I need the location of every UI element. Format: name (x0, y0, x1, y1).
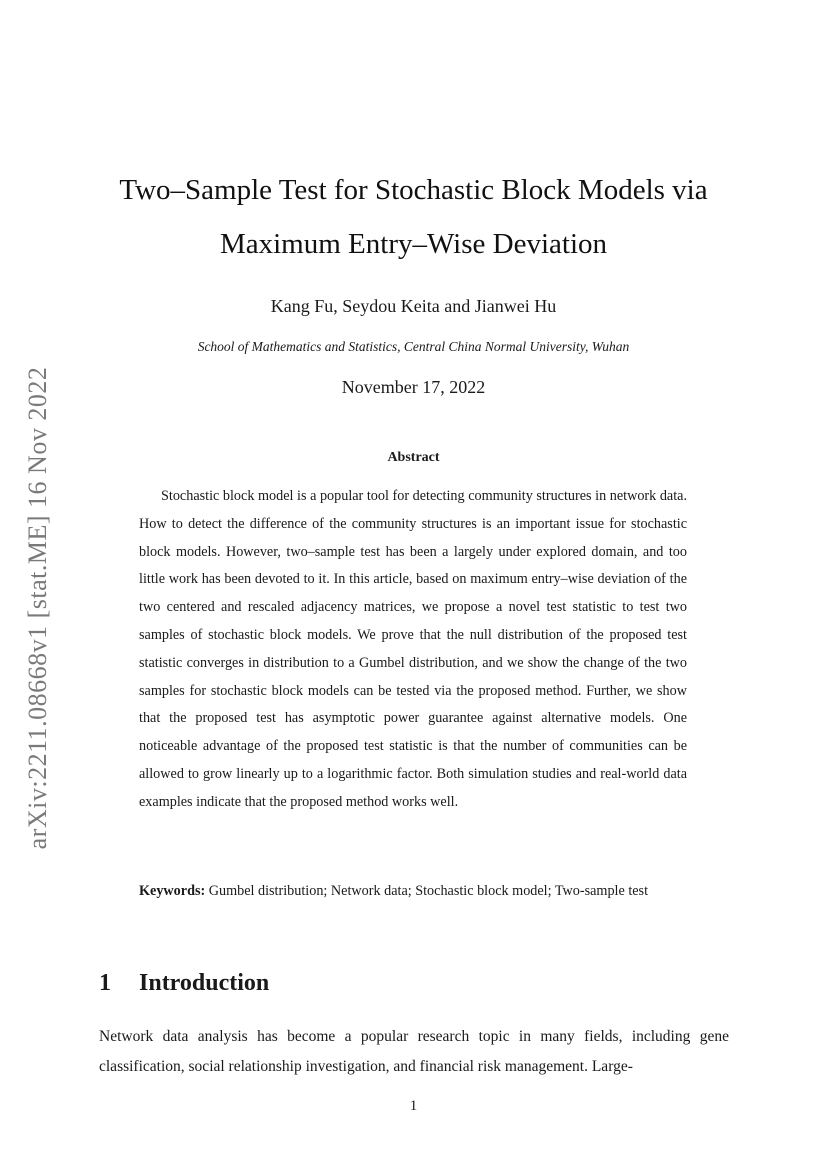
author-affiliation: School of Mathematics and Statistics, Central China Normal University, Wuhan (197, 339, 630, 354)
keywords-label: Keywords: (139, 883, 206, 899)
page-number: 1 (409, 1098, 418, 1114)
abstract-text: Stochastic block model is a popular tool for detecting community structures in network data. How to detect the difference of the community structures is an important issue for stochastic block models. However, two–sample test has been a largely under explored domain, and too little work has been devoted to it. In this article, based on maximum entry–wise deviation of the two centered and rescaled adjacency matrices, we propose a novel test statistic to test two samples of stochastic block models. We prove that the null distribution of the proposed test statistic converges in distribution to a Gumbel distribution, and we show the change of the two samples for stochastic block models can be tested via the proposed method. Further, we show that the proposed test has asymptotic power guarantee against alternative models. One noticeable advantage of the proposed test statistic is that the number of communities can be allowed to grow linearly up to a logarithmic factor. Both simulation studies and real-world data examples indicate that the proposed method works well. (139, 488, 687, 810)
paper-title-line-2: Maximum Entry–Wise Deviation (219, 228, 608, 260)
publication-date: November 17, 2022 (341, 377, 486, 397)
author-list: Kang Fu, Seydou Keita and Jianwei Hu (270, 296, 557, 316)
section-number: 1 (99, 970, 111, 996)
keywords-list: Gumbel distribution; Network data; Stochastic block model; Two-sample test (208, 883, 649, 899)
paper-title-line-1: Two–Sample Test for Stochastic Block Models via (119, 174, 708, 206)
abstract-heading: Abstract (387, 450, 440, 465)
keywords-paragraph (139, 878, 687, 906)
introduction-text: Network data analysis has become a popular research topic in many fields, including gene classification, social relationship investigation, and financial risk management. Large- (99, 1028, 729, 1075)
section-title: Introduction (139, 970, 270, 996)
arxiv-identifier-stamp: arXiv:2211.08668v1 [stat.ME] 16 Nov 2022 (23, 366, 52, 850)
section-heading (99, 970, 269, 997)
